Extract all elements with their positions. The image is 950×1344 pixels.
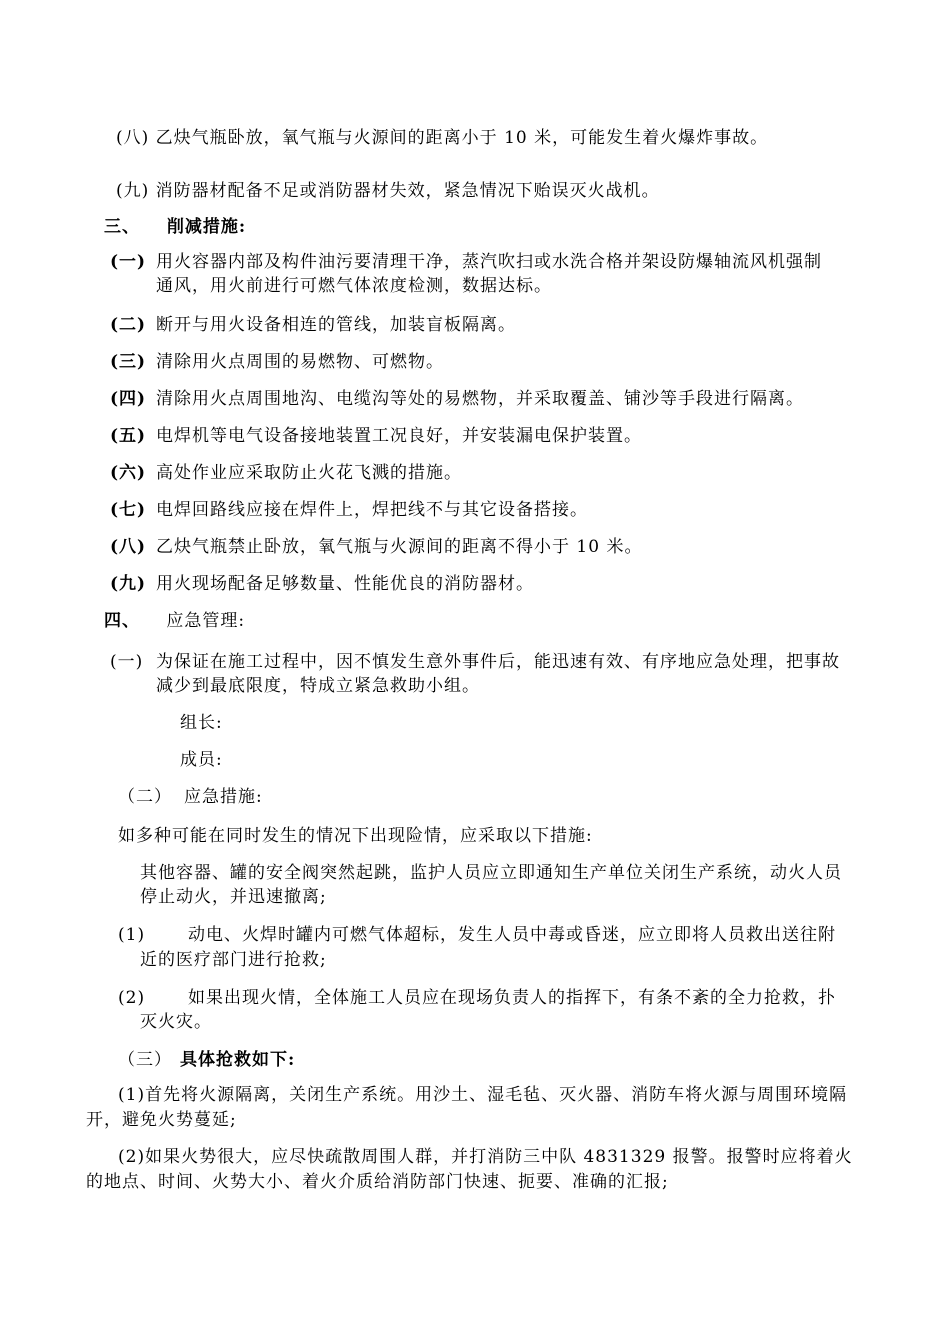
rescue-step-2-line-2: 的地点、时间、火势大小、着火介质给消防部门快速、扼要、准确的汇报; [86, 1172, 669, 1192]
measure-item-7 [110, 499, 588, 521]
measure-item-5 [110, 425, 642, 447]
emergency-sub2-item-1-line-1: 动电、火焊时罐内可燃气体超标，发生人员中毒或昏迷，应立即将人员救出送往附 [188, 925, 836, 945]
emergency-sub3-title: 具体抢救如下: [180, 1050, 296, 1070]
section3-title: 削减措施: [166, 217, 247, 237]
emergency-sub1-mark: (一) [110, 652, 144, 672]
emergency-sub2-item-2-line-1: 如果出现火情，全体施工人员应在现场负责人的指挥下，有条不紊的全力抢救，扑 [188, 988, 836, 1008]
measure-item-2 [110, 314, 516, 336]
measure-item-5-text: 电焊机等电气设备接地装置工况良好，并安装漏电保护装置。 [156, 426, 642, 446]
measure-item-8-mark: (八) [110, 537, 147, 557]
emergency-sub2-item-2-mark: (2) [118, 988, 146, 1008]
section4-number: 四、 [104, 611, 140, 631]
measure-item-9-text: 用火现场配备足够数量、性能优良的消防器材。 [156, 574, 534, 594]
measure-item-6 [110, 462, 462, 484]
measure-item-9-mark: (九) [110, 574, 147, 594]
measure-item-7-mark: (七) [110, 500, 147, 520]
measure-item-4 [110, 388, 804, 410]
emergency-sub3-heading [118, 1049, 295, 1071]
emergency-sub2-intro: 如多种可能在同时发生的情况下出现险情，应采取以下措施: [118, 826, 593, 846]
measure-item-4-text: 清除用火点周围地沟、电缆沟等处的易燃物，并采取覆盖、铺沙等手段进行隔离。 [156, 389, 804, 409]
measure-item-1-line-1: 用火容器内部及构件油污要清理干净，蒸汽吹扫或水洗合格并架设防爆轴流风机强制 [156, 252, 822, 272]
emergency-sub2-heading [118, 786, 263, 808]
team-leader-label: 组长: [180, 713, 223, 733]
emergency-sub2-mark: （二） [118, 787, 172, 807]
measure-item-4-mark: (四) [110, 389, 147, 409]
emergency-sub2-title: 应急措施: [184, 787, 263, 807]
emergency-sub2-item-1-mark: (1) [118, 925, 146, 945]
emergency-sub2-para-line-2: 停止动火，并迅速撤离; [140, 887, 327, 907]
measure-item-3-text: 清除用火点周围的易燃物、可燃物。 [156, 352, 444, 372]
team-members-label: 成员: [180, 750, 223, 770]
measure-item-2-mark: (二) [110, 315, 147, 335]
section3-number: 三、 [104, 217, 140, 237]
rescue-step-1-line-1: (1)首先将火源隔离，关闭生产系统。用沙土、湿毛毡、灭火器、消防车将火源与周围环境隔 [118, 1085, 848, 1105]
emergency-sub2-item-2-line-2: 灭火灾。 [140, 1012, 212, 1032]
measure-item-6-text: 高处作业应采取防止火花飞溅的措施。 [156, 463, 462, 483]
emergency-sub2-item-2 [118, 987, 836, 1009]
measure-item-1-mark: (一) [110, 252, 147, 272]
section3-heading [104, 216, 246, 238]
emergency-sub2-para-line-1: 其他容器、罐的安全阀突然起跳，监护人员应立即通知生产单位关闭生产系统，动火人员 [140, 863, 842, 883]
emergency-sub1-line-1: 为保证在施工过程中，因不慎发生意外事件后，能迅速有效、有序地应急处理，把事故 [156, 652, 840, 672]
measure-item-3 [110, 351, 444, 373]
measure-item-1 [110, 251, 822, 273]
section4-heading [104, 610, 245, 632]
measure-item-8-text: 乙炔气瓶禁止卧放，氧气瓶与火源间的距离不得小于 10 米。 [156, 537, 643, 557]
measure-item-5-mark: (五) [110, 426, 147, 446]
rescue-step-1-line-2: 开，避免火势蔓延; [86, 1110, 237, 1130]
measure-item-6-mark: (六) [110, 463, 147, 483]
section4-title: 应急管理: [166, 611, 246, 631]
emergency-sub1-line-2: 减少到最底限度，特成立紧急救助小组。 [156, 676, 480, 696]
emergency-sub1 [110, 651, 840, 673]
emergency-sub2-item-1 [118, 924, 836, 946]
measure-item-8 [110, 536, 642, 558]
measure-item-1-line-2: 通风，用火前进行可燃气体浓度检测，数据达标。 [156, 276, 552, 296]
hazard-item-9: (九) 消防器材配备不足或消防器材失效，紧急情况下贻误灭火战机。 [116, 181, 660, 201]
measure-item-3-mark: (三) [110, 352, 147, 372]
measure-item-7-text: 电焊回路线应接在焊件上，焊把线不与其它设备搭接。 [156, 500, 588, 520]
emergency-sub2-item-1-line-2: 近的医疗部门进行抢救; [140, 950, 327, 970]
emergency-sub3-mark: （三） [118, 1050, 172, 1070]
rescue-step-2-line-1: (2)如果火势很大，应尽快疏散周围人群，并打消防三中队 4831329 报警。报警时应将着火 [118, 1147, 853, 1167]
hazard-item-8: (八) 乙炔气瓶卧放，氧气瓶与火源间的距离小于 10 米，可能发生着火爆炸事故。 [116, 128, 769, 148]
measure-item-9 [110, 573, 534, 595]
measure-item-2-text: 断开与用火设备相连的管线，加装盲板隔离。 [156, 315, 516, 335]
